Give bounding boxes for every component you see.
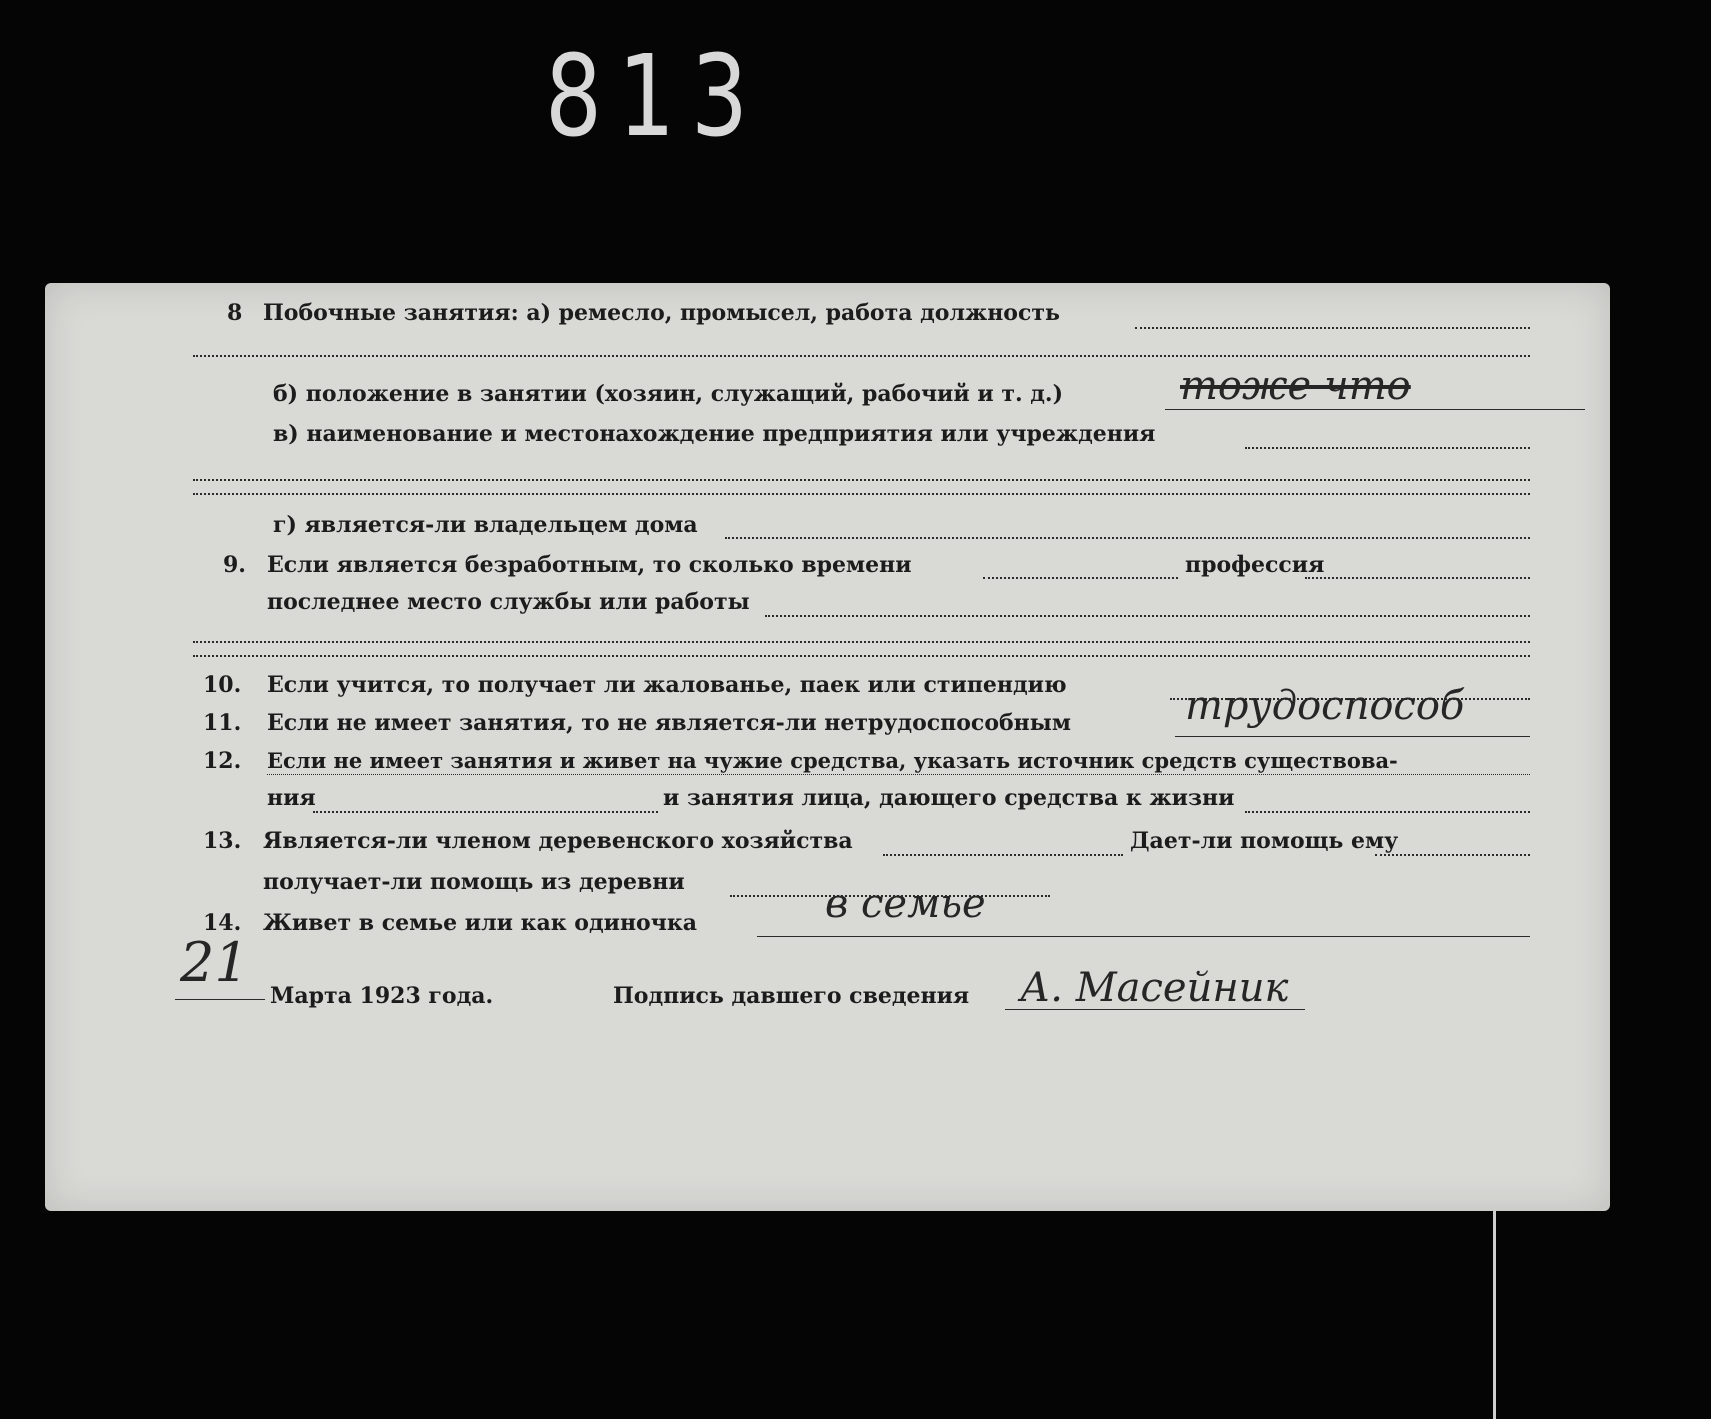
- q14-field-line: [757, 936, 1530, 937]
- date-month-year: Марта 1923 года.: [270, 983, 494, 1009]
- q8b-field-line: [1165, 409, 1585, 410]
- date-day-handwritten: 21: [180, 931, 249, 994]
- signature-handwritten: А. Масейник: [1020, 965, 1289, 1011]
- q12b-end-label: и занятия лица, дающего средства к жизни: [663, 785, 1235, 811]
- q9a-profession-label: профессия: [1185, 552, 1325, 578]
- q13a-label: Является-ли членом деревенского хозяйства: [263, 828, 853, 854]
- q8-number: 8: [227, 300, 243, 326]
- q11-handwritten-answer: трудоспособ: [1185, 683, 1465, 729]
- q8g-label: г) является-ли владельцем дома: [273, 512, 698, 538]
- q12a-underline: [267, 774, 1530, 775]
- q9a-profession-field-line: [1305, 577, 1530, 579]
- q8a-label: Побочные занятия: а) ремесло, промысел, работа должность: [263, 300, 1060, 326]
- q8v-field-line-2: [193, 479, 1530, 481]
- q11-number: 11.: [203, 710, 242, 736]
- q12-number: 12.: [203, 748, 242, 774]
- q14-number: 14.: [203, 910, 242, 936]
- q9b-field-line-3: [193, 655, 1530, 657]
- q13b-label: получает-ли помощь из деревни: [263, 869, 685, 895]
- q9b-label: последнее место службы или работы: [267, 589, 750, 615]
- q8g-field-line: [725, 537, 1530, 539]
- q13a-help-label: Дает-ли помощь ему: [1130, 828, 1399, 854]
- q9a-time-field-line: [983, 577, 1178, 579]
- q9a-label: Если является безработным, то сколько времени: [267, 552, 912, 578]
- q13a-field-line: [883, 854, 1123, 856]
- q8v-field-line: [1245, 447, 1530, 449]
- q10-label: Если учится, то получает ли жалованье, паек или стипендию: [267, 672, 1067, 698]
- film-edge-line: [1493, 1211, 1496, 1419]
- signature-label: Подпись давшего сведения: [613, 983, 970, 1009]
- census-card: [45, 283, 1610, 1211]
- q13a-help-field-line: [1375, 854, 1530, 856]
- q8a-field-line: [1135, 327, 1530, 329]
- q8b-label: б) положение в занятии (хозяин, служащий, рабочий и т. д.): [273, 381, 1064, 407]
- q8b-handwritten-answer: тоже что: [1180, 363, 1411, 409]
- q13-number: 13.: [203, 828, 242, 854]
- q14-label: Живет в семье или как одиночка: [263, 910, 697, 936]
- q8v-field-line-3: [193, 493, 1530, 495]
- q12b-field-line-2: [1245, 811, 1530, 813]
- q14-handwritten-answer: в семье: [825, 881, 986, 927]
- q8v-label: в) наименование и местонахождение предприятия или учреждения: [273, 421, 1156, 447]
- date-day-line: [175, 999, 265, 1000]
- q9b-field-line-2: [193, 641, 1530, 643]
- q8a-field-line-2: [193, 355, 1530, 357]
- q9b-field-line: [765, 615, 1530, 617]
- q9-number: 9.: [223, 552, 246, 578]
- q11-field-line: [1175, 736, 1530, 737]
- q11-label: Если не имеет занятия, то не является-ли нетрудоспособным: [267, 710, 1071, 736]
- q12b-field-line: [313, 811, 658, 813]
- q12a-label: Если не имеет занятия и живет на чужие средства, указать источник средств существова-: [267, 748, 1398, 773]
- signature-line: [1005, 1009, 1305, 1010]
- frame-number: 813: [545, 32, 765, 162]
- q12b-start-label: ния: [267, 785, 316, 811]
- q10-number: 10.: [203, 672, 242, 698]
